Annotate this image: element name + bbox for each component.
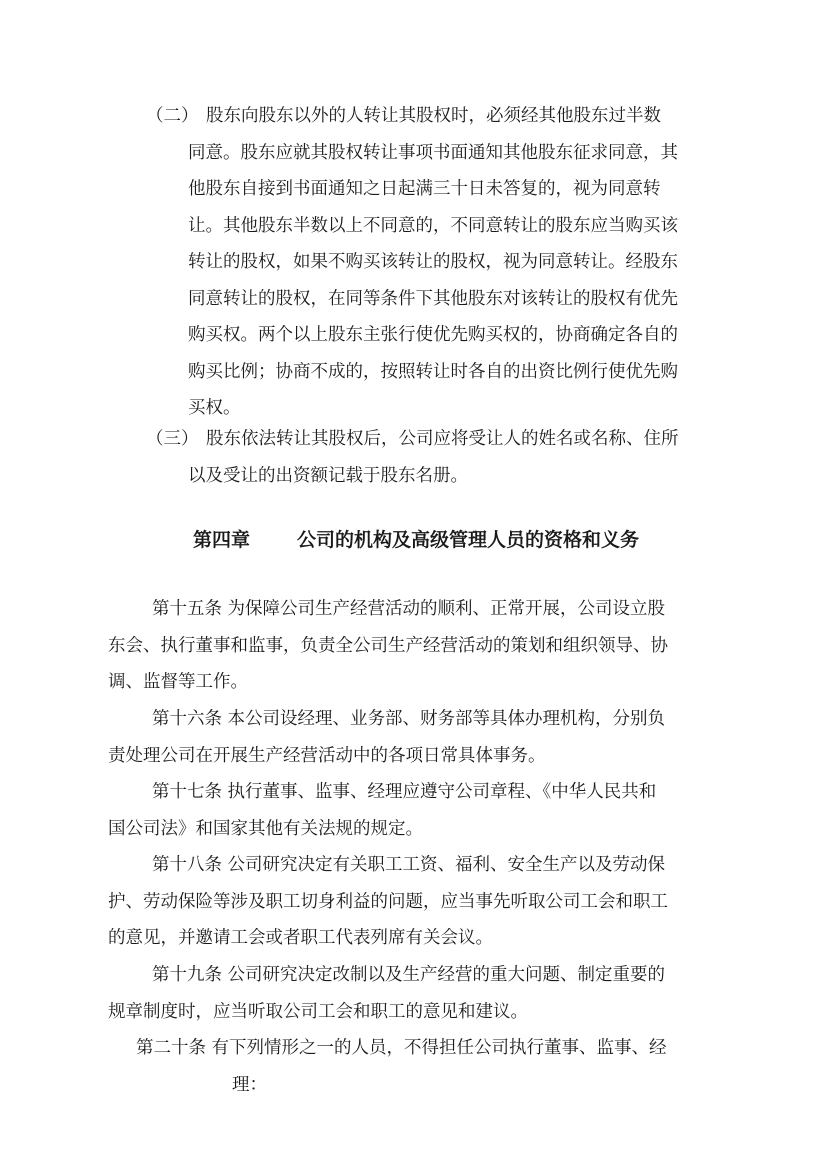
article-line: 的意见，并邀请工会或者职工代表列席有关会议。: [108, 928, 493, 948]
article-line: 规章制度时，应当听取公司工会和职工的意见和建议。: [108, 1001, 528, 1022]
clause-line: 同意转让的股权，在同等条件下其他股东对该转让的股权有优先: [188, 288, 678, 309]
clause-line: 转让的股权，如果不购买该转让的股权，视为同意转让。经股东: [188, 252, 678, 272]
article-line: 第十七条 执行董事、监事、经理应遵守公司章程、《中华人民共和: [152, 782, 657, 802]
article-line: 第十九条 公司研究决定改制以及生产经营的重大问题、制定重要的: [152, 965, 666, 985]
article-line: 第十六条 本公司设经理、业务部、财务部等具体办理机构，分别负: [152, 709, 666, 729]
clause-line: 股东依法转让其股权后，公司应将受让人的姓名或名称、住所: [206, 429, 679, 449]
article-line: 第十八条 公司研究决定有关职工工资、福利、安全生产以及劳动保: [152, 855, 666, 875]
clause-line: 同意。股东应就其股权转让事项书面通知其他股东征求同意，其: [188, 142, 678, 163]
clause-line: 股东向股东以外的人转让其股权时，必须经其他股东过半数: [206, 106, 661, 126]
clause-line: 购买权。两个以上股东主张行使优先购买权的，协商确定各自的: [188, 325, 678, 345]
article-line: 第十五条 为保障公司生产经营活动的顺利、正常开展，公司设立股: [152, 599, 666, 619]
article-line: 护、劳动保险等涉及职工切身利益的问题，应当事先听取公司工会和职工: [108, 891, 668, 912]
clause-line: 让。其他股东半数以上不同意的，不同意转让的股东应当购买该: [188, 215, 678, 236]
clause-marker: （二）: [146, 106, 199, 126]
clause-line: 购买比例；协商不成的，按照转让时各自的出资比例行使优先购: [188, 361, 678, 382]
article-line: 调、监督等工作。: [108, 672, 248, 692]
chapter-title: 公司的机构及高级管理人员的资格和义务: [297, 529, 640, 551]
article-line: 理：: [232, 1074, 267, 1095]
article-line: 国公司法》和国家其他有关法规的规定。: [108, 818, 423, 839]
clause-line: 他股东自接到书面通知之日起满三十日未答复的，视为同意转: [188, 179, 661, 199]
clause-line: 以及受让的出资额记载于股东名册。: [188, 465, 468, 486]
article-line: 第二十条 有下列情形之一的人员，不得担任公司执行董事、监事、经: [136, 1038, 667, 1058]
chapter-number: 第四章: [193, 529, 251, 551]
article-line: 责处理公司在开展生产经营活动中的各项日常具体事务。: [108, 745, 546, 766]
clause-line: 买权。: [188, 398, 241, 418]
clause-marker: （三）: [146, 429, 199, 449]
article-line: 东会、执行董事和监事，负责全公司生产经营活动的策划和组织领导、协: [108, 635, 668, 656]
